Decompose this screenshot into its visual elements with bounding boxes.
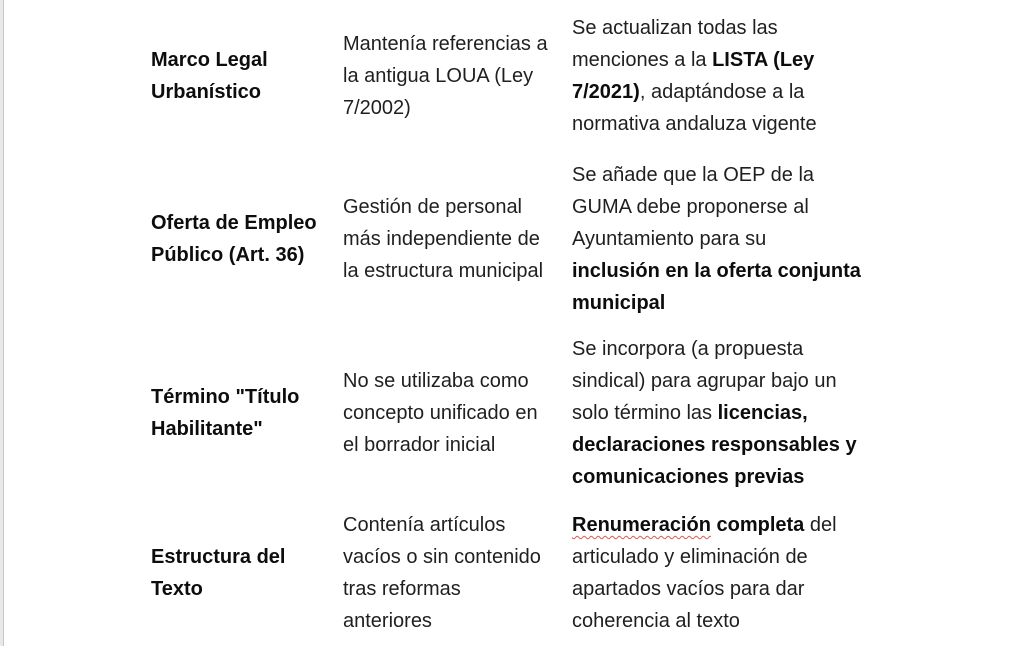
after-cell (572, 0, 912, 152)
after-text[interactable] (572, 509, 837, 637)
row-header-cell (151, 500, 343, 646)
text-run: Se añade que la OEP de la GUMA debe proponerse al Ayuntamiento para su (572, 163, 815, 250)
row-header-cell (151, 0, 343, 152)
before-text[interactable]: Mantenía referencias a la antigua LOUA (Ley 7/2002) (343, 33, 548, 119)
after-text[interactable] (572, 159, 861, 319)
before-cell (343, 500, 572, 646)
before-text[interactable]: Contenía artículos vacíos o sin contenido tras reformas anteriores (343, 514, 541, 632)
bold-text-run: inclusión en la oferta conjunta municipal (572, 259, 861, 314)
text-run: , adaptándose a la normativa andaluza vigente (572, 81, 817, 135)
after-text[interactable] (572, 12, 817, 140)
bold-text-run: LISTA (Ley 7/2021) (572, 49, 815, 103)
before-text[interactable]: Gestión de personal más independiente de la estructura municipal (343, 195, 544, 282)
after-cell (572, 152, 912, 325)
bold-text-run: completa (710, 514, 805, 536)
after-text[interactable] (572, 333, 857, 493)
text-run: Se incorpora (a propuesta sindical) para agrupar bajo un solo término las (572, 337, 837, 424)
after-cell (572, 325, 912, 500)
before-cell (343, 0, 572, 152)
page-edge-strip (0, 0, 4, 646)
row-header[interactable]: Término "Título Habilitante" (151, 385, 300, 440)
row-header-cell (151, 152, 343, 325)
text-run: del articulado y eliminación de apartados vacíos para dar coherencia al texto (572, 514, 837, 632)
row-header-cell (151, 325, 343, 500)
before-cell (343, 325, 572, 500)
bold-text-run: licencias, declaraciones responsables y comunicaciones previas (572, 401, 857, 488)
comparison-table (151, 0, 912, 646)
text-run: Se actualizan todas las menciones a la (572, 17, 778, 71)
row-header[interactable]: Estructura del Texto (151, 546, 286, 600)
before-text[interactable]: No se utilizaba como concepto unificado en el borrador inicial (343, 369, 538, 456)
before-cell (343, 152, 572, 325)
row-header[interactable]: Marco Legal Urbanístico (151, 49, 268, 103)
misspelled-word: Renumeración (572, 514, 711, 536)
after-cell (572, 500, 912, 646)
row-header[interactable]: Oferta de Empleo Público (Art. 36) (151, 211, 317, 266)
